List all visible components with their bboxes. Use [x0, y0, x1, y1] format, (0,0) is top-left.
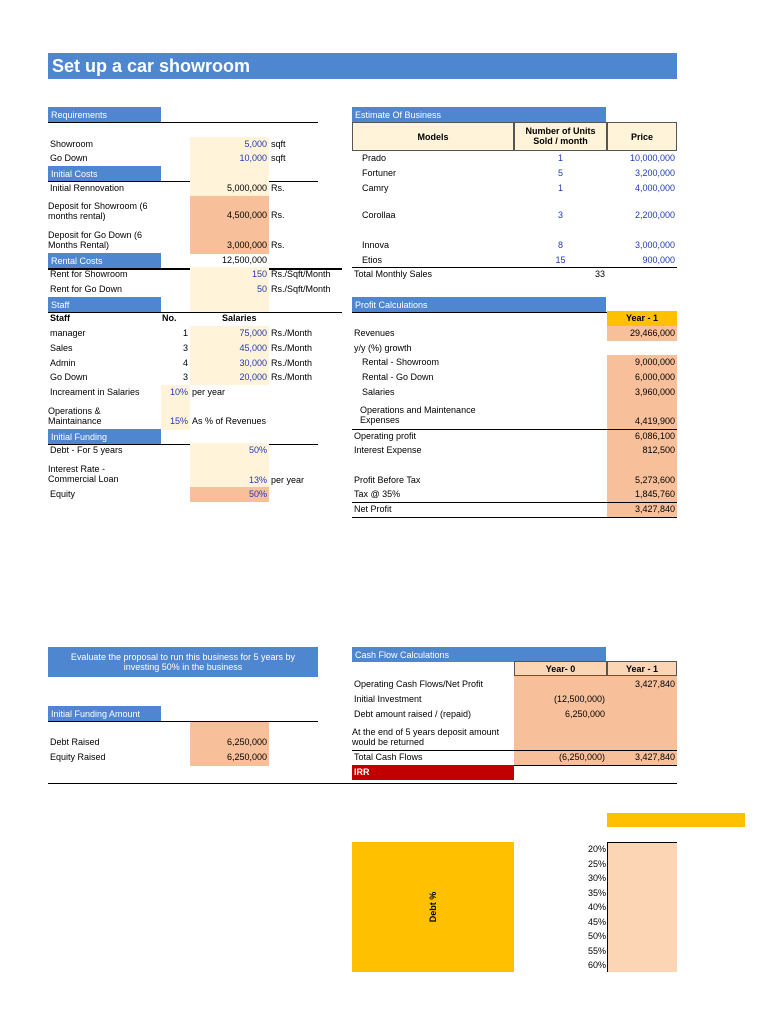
units-sold-input[interactable]: 1: [557, 183, 563, 193]
godown-label: Go Down: [50, 153, 88, 163]
model-price-input[interactable]: 4,000,000: [634, 183, 675, 193]
interest-expense-label: Interest Expense: [354, 445, 422, 455]
model-price-input[interactable]: 900,000: [642, 255, 675, 265]
debt-level: 30%: [587, 873, 606, 883]
model-price-input[interactable]: 2,200,000: [634, 210, 675, 220]
opex-label: Operations and Maintenance Expenses: [360, 405, 476, 425]
irr-label: IRR: [352, 765, 514, 780]
model-name: Innova: [362, 240, 390, 250]
total-cashflows-year1: 3,427,840: [634, 752, 675, 762]
staff-salary-unit: Rs./Month: [271, 343, 313, 353]
debt-level: 40%: [587, 902, 606, 912]
pbt-label: Profit Before Tax: [354, 475, 421, 485]
total-cashflows-year0: (6,250,000): [558, 752, 605, 762]
debt-level: 25%: [587, 858, 606, 869]
staff-count: 4: [182, 358, 188, 368]
model-price-input[interactable]: 3,000,000: [634, 240, 675, 250]
deposit-showroom-label: Deposit for Showroom (6 months rental): [48, 201, 148, 221]
estimate-col-units: Number of Units Sold / month: [525, 126, 596, 146]
model-price-input[interactable]: 10,000,000: [629, 153, 675, 163]
debt-amount-label: Debt amount raised / (repaid): [354, 709, 472, 719]
interest-label: Interest Rate - Commercial Loan: [48, 464, 119, 484]
profit-year-label: Year - 1: [607, 311, 677, 326]
cashflow-year0: Year- 0: [514, 661, 607, 676]
pbt-value: 5,273,600: [634, 475, 675, 485]
deposit-showroom-value[interactable]: 4,500,000: [226, 210, 267, 220]
debt-level: 20%: [587, 844, 606, 854]
operations-unit: As % of Revenues: [192, 416, 267, 426]
equity-label: Equity: [50, 489, 76, 499]
divider: [352, 517, 677, 518]
rent-godown-input[interactable]: 50: [190, 282, 269, 297]
staff-role: manager: [50, 328, 86, 338]
debt-raised-value: 6,250,000: [226, 737, 267, 747]
increment-input[interactable]: 10%: [161, 385, 190, 400]
debt-level: 35%: [587, 887, 606, 898]
staff-role: Go Down: [50, 372, 88, 382]
investment-year0: (12,500,000): [553, 694, 605, 704]
staff-count: 1: [182, 328, 188, 338]
staff-role: Admin: [50, 358, 76, 368]
showroom-size-input[interactable]: 5,000: [190, 137, 269, 152]
staff-salary-unit: Rs./Month: [271, 358, 313, 368]
deposit-return-label: At the end of 5 years deposit amount would be returned: [352, 727, 500, 747]
renovation-unit: Rs.: [271, 183, 285, 193]
debt-label: Debt - For 5 years: [50, 445, 123, 455]
operations-label: Operations & Maintainance: [48, 406, 102, 426]
units-sold-input[interactable]: 8: [557, 240, 563, 250]
rental-costs-total: 12,500,000: [221, 255, 267, 265]
rent-showroom-label: Rent for Showroom: [50, 269, 128, 279]
deposit-godown-label: Deposit for Go Down (6 Months Rental): [48, 230, 143, 250]
staff-salary-input[interactable]: 30,000: [190, 356, 269, 371]
tax-value: 1,845,760: [634, 489, 675, 499]
funding-amount-header: Initial Funding Amount: [48, 706, 161, 721]
rent-godown-label: Rent for Go Down: [50, 284, 123, 294]
salaries-value: 3,960,000: [634, 387, 675, 397]
staff-col-no: No.: [162, 313, 177, 323]
debt-raised-label: Debt Raised: [50, 737, 100, 747]
model-name: Prado: [362, 153, 387, 163]
interest-unit: per year: [271, 475, 305, 485]
model-name: Camry: [362, 183, 389, 193]
ocf-label: Operating Cash Flows/Net Profit: [354, 679, 484, 689]
staff-header: Staff: [48, 297, 161, 312]
sensitivity-values: [607, 842, 677, 972]
debt-level: 60%: [587, 960, 606, 970]
staff-col-staff: Staff: [50, 313, 70, 323]
renovation-label: Initial Rennovation: [50, 183, 125, 193]
profit-header: Profit Calculations: [352, 297, 606, 312]
operating-profit-label: Operating profit: [354, 431, 417, 441]
cashflow-header: Cash Flow Calculations: [352, 647, 606, 662]
staff-count: 3: [182, 372, 188, 382]
rent-showroom-unit: Rs./Sqft/Month: [271, 269, 331, 279]
tax-label: Tax @ 35%: [354, 489, 401, 499]
model-name: Etios: [362, 255, 383, 265]
deposit-godown-unit: Rs.: [271, 240, 285, 250]
divider: [48, 721, 318, 722]
salaries-label: Salaries: [362, 387, 395, 397]
staff-salary-input[interactable]: 75,000: [190, 326, 269, 341]
revenues-value: 29,466,000: [607, 326, 677, 341]
staff-salary-unit: Rs./Month: [271, 372, 313, 382]
net-profit-value: 3,427,840: [634, 504, 675, 514]
page-title: Set up a car showroom: [48, 53, 677, 79]
units-sold-input[interactable]: 15: [555, 255, 566, 265]
units-sold-input[interactable]: 5: [557, 168, 563, 178]
rental-costs-header: Rental Costs: [48, 253, 161, 268]
investment-label: Initial Investment: [354, 694, 422, 704]
model-name: Fortuner: [362, 168, 397, 178]
rental-showroom-label: Rental - Showroom: [362, 357, 440, 367]
model-price-input[interactable]: 3,200,000: [634, 168, 675, 178]
rental-showroom-value: 9,000,000: [634, 357, 675, 367]
growth-label: y/y (%) growth: [354, 343, 412, 353]
opex-value: 4,419,900: [634, 416, 675, 426]
units-sold-input[interactable]: 1: [557, 153, 563, 163]
divider: [48, 783, 677, 784]
interest-expense-value: 812,500: [642, 445, 675, 455]
rental-godown-value: 6,000,000: [634, 372, 675, 382]
staff-salary-unit: Rs./Month: [271, 328, 313, 338]
evaluate-instruction: Evaluate the proposal to run this business for 5 years by investing 50% in the business: [48, 647, 318, 677]
estimate-col-price: Price: [630, 132, 654, 142]
rent-showroom-input[interactable]: 150: [190, 267, 269, 282]
rental-godown-label: Rental - Go Down: [362, 372, 434, 382]
equity-raised-label: Equity Raised: [50, 752, 106, 762]
showroom-label: Showroom: [50, 139, 94, 149]
staff-count: 3: [182, 343, 188, 353]
renovation-value[interactable]: 5,000,000: [190, 181, 269, 196]
total-cashflows-label: Total Cash Flows: [354, 752, 423, 762]
net-profit-label: Net Profit: [354, 504, 392, 514]
requirements-header: Requirements: [48, 107, 161, 122]
revenues-label: Revenues: [354, 328, 395, 338]
estimate-header: Estimate Of Business: [352, 107, 606, 122]
divider: [48, 122, 318, 123]
staff-salary-input[interactable]: 45,000: [190, 341, 269, 356]
input-cell: [190, 166, 269, 181]
deposit-showroom-unit: Rs.: [271, 210, 285, 220]
initial-costs-header: Initial Costs: [48, 166, 161, 181]
increment-unit: per year: [192, 387, 226, 397]
operations-input[interactable]: 15%: [169, 416, 188, 426]
total-monthly-sales-value: 33: [594, 269, 605, 279]
operating-profit-value: 6,086,100: [634, 431, 675, 441]
staff-role: Sales: [50, 343, 73, 353]
showroom-unit: sqft: [271, 139, 286, 149]
equity-value[interactable]: 50%: [190, 487, 269, 502]
ocf-year1: 3,427,840: [634, 679, 675, 689]
units-sold-input[interactable]: 3: [557, 210, 563, 220]
deposit-godown-value[interactable]: 3,000,000: [226, 240, 267, 250]
rent-godown-unit: Rs./Sqft/Month: [271, 284, 331, 294]
increment-label: Increament in Salaries: [50, 387, 140, 397]
debt-level: 55%: [587, 945, 606, 956]
sensitivity-header-bar: [607, 813, 745, 827]
staff-col-salaries: Salaries: [222, 313, 257, 323]
interest-input[interactable]: 13%: [248, 475, 267, 485]
model-name: Corollaa: [362, 210, 396, 220]
debt-level: 50%: [587, 931, 606, 941]
initial-funding-header: Initial Funding: [48, 429, 161, 444]
cashflow-year1: Year - 1: [607, 661, 677, 676]
total-monthly-sales-label: Total Monthly Sales: [354, 269, 433, 279]
debt-amount-year0: 6,250,000: [564, 709, 605, 719]
staff-salary-input[interactable]: 20,000: [190, 370, 269, 385]
input-cell: [190, 297, 269, 312]
debt-input[interactable]: 50%: [190, 443, 269, 458]
debt-level: 45%: [587, 916, 606, 927]
equity-raised-value: 6,250,000: [226, 752, 267, 762]
godown-size-input[interactable]: 10,000: [190, 151, 269, 166]
estimate-col-models: Models: [417, 132, 449, 142]
godown-unit: sqft: [271, 153, 286, 163]
debt-axis-label: Debt %: [428, 891, 438, 923]
